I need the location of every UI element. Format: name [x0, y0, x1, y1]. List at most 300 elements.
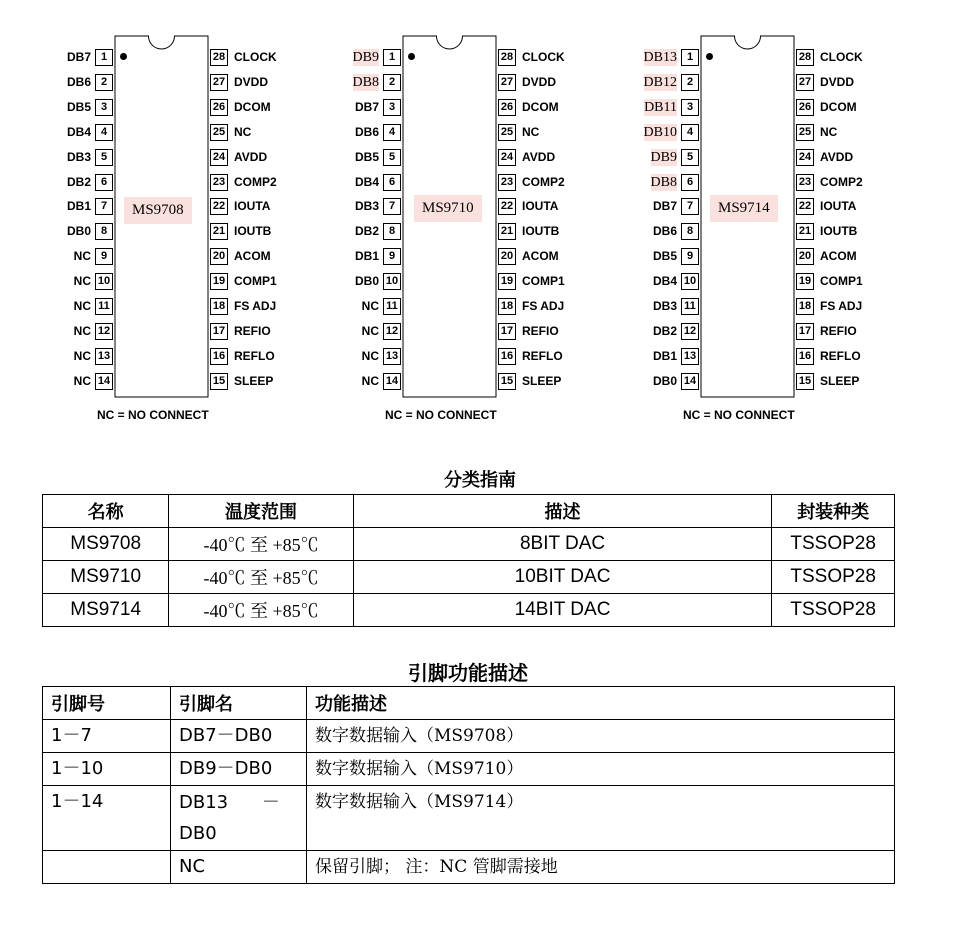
left-pin	[343, 99, 403, 116]
right-pin	[210, 49, 300, 66]
pin-label: DB6	[652, 224, 677, 239]
pin-number: 26	[796, 99, 814, 116]
pin-number: 23	[796, 174, 814, 191]
pin-number: 22	[210, 198, 228, 215]
pin-number: 7	[95, 198, 113, 215]
pin-number: 17	[498, 323, 516, 340]
left-pin	[641, 323, 701, 340]
pin-number: 4	[95, 124, 113, 141]
pin-number: 12	[95, 323, 113, 340]
pin-number: 13	[383, 348, 401, 365]
pin-label: AVDD	[522, 149, 556, 164]
left-pin	[343, 49, 403, 66]
right-pin	[210, 198, 300, 215]
pin-number: 13	[95, 348, 113, 365]
left-pin	[641, 248, 701, 265]
left-pin	[343, 124, 403, 141]
right-pin	[796, 273, 886, 290]
pin-label: DB8	[650, 174, 677, 190]
pin-number: 2	[95, 74, 113, 91]
pin-label: NC	[73, 274, 91, 289]
left-pin	[343, 323, 403, 340]
pin-label: DB2	[652, 323, 677, 338]
right-pin	[498, 373, 588, 390]
pin-label: IOUTB	[234, 224, 272, 239]
pin-label: REFIO	[522, 323, 559, 338]
right-pin	[210, 124, 300, 141]
pin-number: 15	[498, 373, 516, 390]
pin-number: 14	[383, 373, 401, 390]
cell-pin-name: DB7－DB0	[171, 720, 307, 753]
pin-label: REFLO	[522, 348, 563, 363]
cell-temp: -40℃ 至 +85℃	[169, 594, 353, 627]
pin-number: 7	[681, 198, 699, 215]
left-pin	[55, 198, 115, 215]
pin-label: AVDD	[234, 149, 268, 164]
pin-number: 24	[796, 149, 814, 166]
pin-number: 1	[95, 49, 113, 66]
right-pin	[210, 273, 300, 290]
pin-label: DB10	[643, 124, 677, 140]
pin-number: 25	[498, 124, 516, 141]
pin-label: NC	[73, 323, 91, 338]
left-pin	[641, 99, 701, 116]
pin-label: CLOCK	[820, 50, 863, 64]
right-pin	[796, 74, 886, 91]
table-row	[43, 528, 895, 561]
pin-number: 6	[383, 174, 401, 191]
pin-number: 1	[383, 49, 401, 66]
pin-number: 28	[210, 49, 228, 66]
pin-label: DB1	[354, 249, 379, 264]
left-pin	[55, 223, 115, 240]
nc-legend-note: NC = NO CONNECT	[683, 408, 795, 422]
right-pin	[796, 348, 886, 365]
right-pin	[498, 174, 588, 191]
right-pin	[210, 99, 300, 116]
left-pin	[641, 49, 701, 66]
pin-label: SLEEP	[522, 373, 562, 388]
pin-label: DB7	[66, 50, 91, 64]
pin-label: NC	[361, 299, 379, 313]
pin1-marker-dot	[706, 53, 713, 60]
pin-number: 19	[210, 273, 228, 290]
pin-number: 16	[498, 348, 516, 365]
pin-label: IOUTA	[234, 199, 271, 214]
pin-label: DB0	[652, 373, 677, 388]
pin-label: REFLO	[234, 348, 275, 363]
cell-desc: 8BIT DAC	[353, 528, 772, 561]
pin-label: DB8	[352, 74, 379, 90]
pin-functions-title: 引脚功能描述	[408, 661, 528, 685]
pin-label: IOUTA	[820, 199, 857, 214]
right-pin	[210, 348, 300, 365]
pin-label: DB3	[354, 199, 379, 214]
left-pin	[641, 348, 701, 365]
pin-label: DB0	[66, 224, 91, 239]
pin-label: NC	[361, 323, 379, 338]
cell-pin-number: 1－7	[43, 720, 171, 753]
right-pin	[210, 223, 300, 240]
pin-label: DB1	[652, 348, 677, 363]
right-pin	[498, 348, 588, 365]
header-pin-number: 引脚号	[43, 687, 171, 720]
cell-name: MS9714	[43, 594, 169, 627]
right-pin	[796, 373, 886, 390]
pin-label: DB6	[66, 74, 91, 89]
pin-number: 9	[681, 248, 699, 265]
pin-label: REFIO	[234, 323, 271, 338]
pin-number: 10	[95, 273, 113, 290]
pin-label: DVDD	[234, 74, 269, 89]
pin-label: COMP2	[820, 174, 863, 189]
pin-number: 3	[95, 99, 113, 116]
table-row	[43, 594, 895, 627]
table-header-row	[43, 687, 895, 720]
pin-number: 9	[383, 248, 401, 265]
pin-label: ACOM	[234, 249, 271, 264]
cell-function: 数字数据输入（MS9714）	[307, 786, 895, 851]
pin1-marker-dot	[120, 53, 127, 60]
pin-label: DB3	[652, 299, 677, 313]
pin-number: 10	[681, 273, 699, 290]
pin-number: 17	[796, 323, 814, 340]
right-pin	[498, 198, 588, 215]
right-pin	[498, 99, 588, 116]
right-pin	[498, 124, 588, 141]
pin-label: NC	[234, 124, 252, 139]
pin-label: DB2	[66, 174, 91, 189]
cell-name: MS9708	[43, 528, 169, 561]
pin-number: 19	[796, 273, 814, 290]
table-header-row	[43, 495, 895, 528]
pin-label: DVDD	[820, 74, 855, 89]
right-pin	[796, 323, 886, 340]
pin-label: IOUTB	[820, 224, 858, 239]
cell-pin-number	[43, 851, 171, 884]
chip-name-label: MS9714	[710, 195, 778, 222]
pin-label: DB5	[652, 249, 677, 264]
pin-label: DB9	[352, 50, 379, 65]
pin-label: FS ADJ	[234, 299, 277, 313]
table-row	[43, 851, 895, 884]
table-row	[43, 753, 895, 786]
pin-number: 21	[498, 223, 516, 240]
pin-number: 20	[796, 248, 814, 265]
pin-number: 5	[681, 149, 699, 166]
right-pin	[498, 74, 588, 91]
left-pin	[55, 373, 115, 390]
left-pin	[55, 348, 115, 365]
pin-label: IOUTA	[522, 199, 559, 214]
pin-label: NC	[361, 373, 379, 388]
right-pin	[796, 223, 886, 240]
pin-label: COMP2	[234, 174, 277, 189]
pin-number: 6	[681, 174, 699, 191]
left-pin	[343, 348, 403, 365]
table-row	[43, 786, 895, 851]
pin-label: DVDD	[522, 74, 557, 89]
left-pin	[55, 174, 115, 191]
pin-number: 25	[210, 124, 228, 141]
pin-number: 26	[498, 99, 516, 116]
header-desc: 描述	[353, 495, 772, 528]
right-pin	[796, 298, 886, 315]
left-pin	[343, 373, 403, 390]
pin-label: DB1	[66, 199, 91, 214]
right-pin	[498, 273, 588, 290]
right-pin	[498, 223, 588, 240]
right-pin	[796, 124, 886, 141]
pin-number: 21	[796, 223, 814, 240]
pin-label: CLOCK	[522, 50, 565, 64]
right-pin	[498, 298, 588, 315]
right-pin	[796, 49, 886, 66]
cell-function: 保留引脚； 注：NC 管脚需接地	[307, 851, 895, 884]
pin-label: FS ADJ	[522, 299, 565, 313]
right-pin	[210, 248, 300, 265]
header-name: 名称	[43, 495, 169, 528]
pin-number: 13	[681, 348, 699, 365]
left-pin	[641, 174, 701, 191]
pin-label: DCOM	[820, 99, 857, 114]
right-pin	[498, 323, 588, 340]
pin-label: DB4	[66, 124, 91, 139]
nc-legend-note: NC = NO CONNECT	[385, 408, 497, 422]
pin-label: DB2	[354, 224, 379, 239]
pin-label: DB11	[644, 99, 677, 115]
pin-number: 14	[95, 373, 113, 390]
pin-label: COMP2	[522, 174, 565, 189]
pin-number: 28	[498, 49, 516, 66]
pin-label: NC	[73, 373, 91, 388]
pin-number: 12	[383, 323, 401, 340]
pin-label: DB5	[354, 149, 379, 164]
pin-label: NC	[73, 299, 91, 313]
left-pin	[55, 323, 115, 340]
left-pin	[55, 149, 115, 166]
right-pin	[210, 373, 300, 390]
left-pin	[343, 198, 403, 215]
pin-number: 18	[210, 298, 228, 315]
right-pin	[210, 149, 300, 166]
pin-label: DB13	[643, 50, 677, 65]
pin-label: DB7	[354, 99, 379, 114]
pin-number: 11	[681, 298, 699, 315]
pin-number: 20	[210, 248, 228, 265]
pin-label: DB0	[354, 274, 379, 289]
pin-number: 21	[210, 223, 228, 240]
right-pin	[796, 149, 886, 166]
left-pin	[55, 124, 115, 141]
pin-label: DB5	[66, 99, 91, 114]
left-pin	[641, 74, 701, 91]
left-pin	[641, 273, 701, 290]
pin-number: 25	[796, 124, 814, 141]
pin-label: DB4	[354, 174, 379, 189]
right-pin	[210, 323, 300, 340]
right-pin	[498, 149, 588, 166]
cell-name: MS9710	[43, 561, 169, 594]
pin-number: 10	[383, 273, 401, 290]
pin-number: 7	[383, 198, 401, 215]
pin-label: REFLO	[820, 348, 861, 363]
pin-number: 5	[383, 149, 401, 166]
pin-label: SLEEP	[820, 373, 860, 388]
left-pin	[343, 248, 403, 265]
right-pin	[210, 74, 300, 91]
left-pin	[343, 174, 403, 191]
left-pin	[55, 248, 115, 265]
right-pin	[796, 248, 886, 265]
pin-number: 26	[210, 99, 228, 116]
pin-number: 17	[210, 323, 228, 340]
right-pin	[210, 174, 300, 191]
header-pin-name: 引脚名	[171, 687, 307, 720]
header-package: 封装种类	[772, 495, 895, 528]
pin-number: 2	[383, 74, 401, 91]
pin-label: DB4	[652, 274, 677, 289]
classification-table	[42, 494, 895, 627]
pin-number: 15	[210, 373, 228, 390]
pin-number: 5	[95, 149, 113, 166]
pin-label: DCOM	[522, 99, 559, 114]
right-pin	[796, 99, 886, 116]
pin-label: FS ADJ	[820, 299, 863, 313]
left-pin	[55, 298, 115, 315]
pin-number: 8	[95, 223, 113, 240]
pin-number: 22	[498, 198, 516, 215]
left-pin	[55, 99, 115, 116]
pin-number: 18	[498, 298, 516, 315]
cell-package: TSSOP28	[772, 528, 895, 561]
pin-number: 28	[796, 49, 814, 66]
pin-label: NC	[361, 348, 379, 363]
cell-function: 数字数据输入（MS9710）	[307, 753, 895, 786]
header-temp: 温度范围	[169, 495, 353, 528]
right-pin	[498, 49, 588, 66]
left-pin	[343, 149, 403, 166]
pin-number: 15	[796, 373, 814, 390]
right-pin	[210, 298, 300, 315]
right-pin	[498, 248, 588, 265]
left-pin	[343, 74, 403, 91]
pin-number: 14	[681, 373, 699, 390]
pin-number: 8	[383, 223, 401, 240]
pin-number: 8	[681, 223, 699, 240]
pin1-marker-dot	[408, 53, 415, 60]
nc-legend-note: NC = NO CONNECT	[97, 408, 209, 422]
pin-number: 11	[95, 298, 113, 315]
pin-number: 1	[681, 49, 699, 66]
pin-label: IOUTB	[522, 224, 560, 239]
pin-number: 24	[210, 149, 228, 166]
classification-title: 分类指南	[444, 470, 516, 491]
pin-number: 27	[498, 74, 516, 91]
left-pin	[343, 273, 403, 290]
cell-pin-number: 1－14	[43, 786, 171, 851]
pin-number: 3	[383, 99, 401, 116]
header-function: 功能描述	[307, 687, 895, 720]
cell-package: TSSOP28	[772, 561, 895, 594]
pin-label: DB12	[643, 74, 677, 90]
left-pin	[343, 223, 403, 240]
pin-number: 16	[210, 348, 228, 365]
pin-functions-table	[42, 686, 895, 884]
pin-number: 27	[210, 74, 228, 91]
pin-label: DB9	[650, 149, 677, 165]
pin-label: AVDD	[820, 149, 854, 164]
pin-number: 2	[681, 74, 699, 91]
left-pin	[641, 124, 701, 141]
pin-number: 23	[210, 174, 228, 191]
cell-package: TSSOP28	[772, 594, 895, 627]
pin-label: DCOM	[234, 99, 271, 114]
pin-label: REFIO	[820, 323, 857, 338]
pin-number: 19	[498, 273, 516, 290]
left-pin	[343, 298, 403, 315]
cell-desc: 14BIT DAC	[353, 594, 772, 627]
pin-number: 11	[383, 298, 401, 315]
pin-number: 12	[681, 323, 699, 340]
left-pin	[641, 223, 701, 240]
cell-pin-name: DB13 － DB0	[171, 786, 307, 851]
right-pin	[796, 174, 886, 191]
pin-label: DB6	[354, 124, 379, 139]
cell-pin-name: DB9－DB0	[171, 753, 307, 786]
table-row	[43, 561, 895, 594]
pin-number: 27	[796, 74, 814, 91]
cell-temp: -40℃ 至 +85℃	[169, 561, 353, 594]
pin-number: 16	[796, 348, 814, 365]
pin-label: COMP1	[234, 274, 277, 289]
table-row	[43, 720, 895, 753]
pin-label: ACOM	[522, 249, 559, 264]
pin-label: NC	[522, 124, 540, 139]
pin-number: 24	[498, 149, 516, 166]
pin-number: 23	[498, 174, 516, 191]
left-pin	[55, 74, 115, 91]
pin-label: NC	[73, 249, 91, 264]
pin-label: CLOCK	[234, 50, 277, 64]
chip-name-label: MS9710	[414, 195, 482, 222]
pin-label: NC	[820, 124, 838, 139]
left-pin	[55, 49, 115, 66]
pin-number: 3	[681, 99, 699, 116]
pin-number: 4	[681, 124, 699, 141]
pin-label: COMP1	[522, 274, 565, 289]
pin-number: 20	[498, 248, 516, 265]
pin-label: COMP1	[820, 274, 863, 289]
left-pin	[55, 273, 115, 290]
pin-label: SLEEP	[234, 373, 274, 388]
left-pin	[641, 149, 701, 166]
cell-pin-number: 1－10	[43, 753, 171, 786]
pin-label: ACOM	[820, 249, 857, 264]
cell-desc: 10BIT DAC	[353, 561, 772, 594]
cell-temp: -40℃ 至 +85℃	[169, 528, 353, 561]
pin-label: DB7	[652, 199, 677, 214]
chip-name-label: MS9708	[124, 197, 192, 224]
cell-function: 数字数据输入（MS9708）	[307, 720, 895, 753]
left-pin	[641, 298, 701, 315]
cell-pin-name: NC	[171, 851, 307, 884]
pin-number: 4	[383, 124, 401, 141]
pin-label: DB3	[66, 149, 91, 164]
left-pin	[641, 198, 701, 215]
pin-number: 18	[796, 298, 814, 315]
left-pin	[641, 373, 701, 390]
